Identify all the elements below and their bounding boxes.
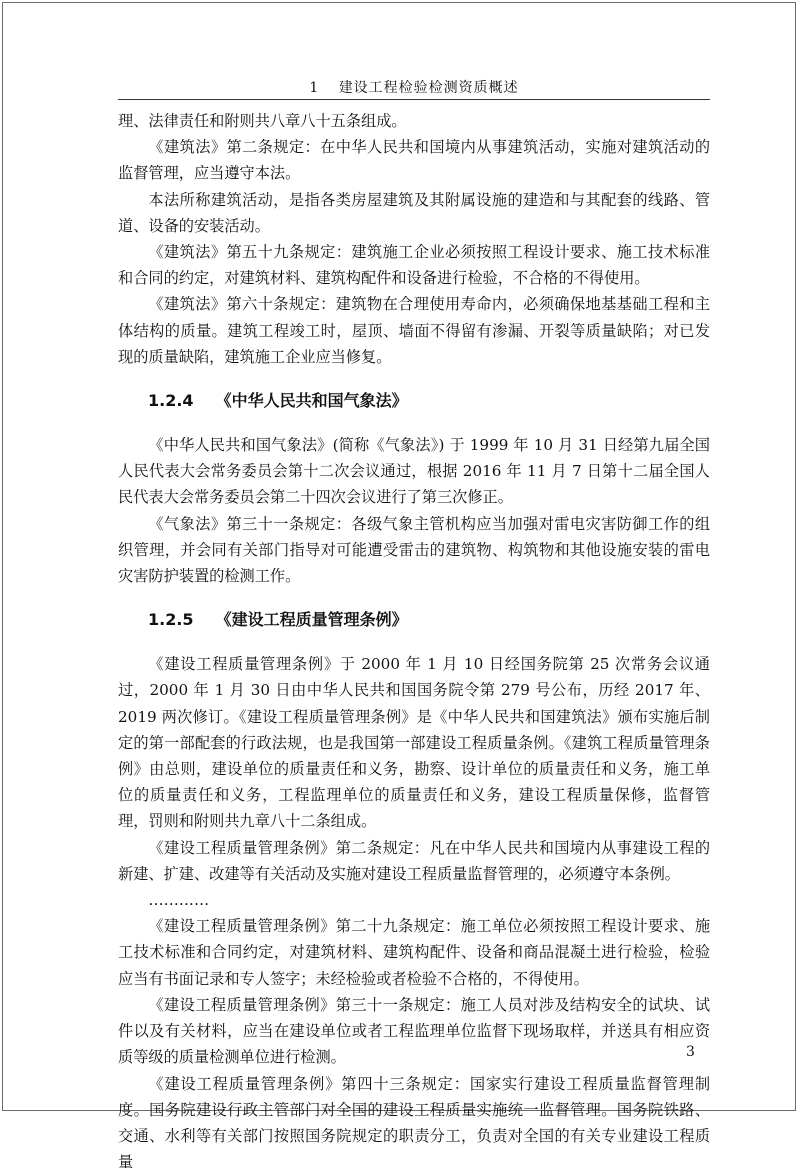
section-title: 《建设工程质量管理条例》 xyxy=(216,610,408,629)
header-rule xyxy=(118,99,710,100)
paragraph-article-60: 《建筑法》第六十条规定：建筑物在合理使用寿命内，必须确保地基基础工程和主体结构的质量。建筑工程竣工时，屋顶、墙面不得留有渗漏、开裂等质量缺陷；对已发现的质量缺陷，建筑施工企业应当修复。 xyxy=(118,291,710,370)
paragraph-regulation-article-2: 《建设工程质量管理条例》第二条规定：凡在中华人民共和国境内从事建设工程的新建、扩建、改建等有关活动及实施对建设工程质量监督管理的，必须遵守本条例。 xyxy=(118,835,710,887)
section-number: 1.2.4 xyxy=(148,391,194,410)
section-title: 《中华人民共和国气象法》 xyxy=(216,391,408,410)
paragraph-regulation-article-43: 《建设工程质量管理条例》第四十三条规定：国家实行建设工程质量监督管理制度。国务院建设行政主管部门对全国的建设工程质量实施统一监督管理。国务院铁路、交通、水利等有关部门按照国务院规定的职责分工，负责对全国的有关专业建设工程质量 xyxy=(118,1071,710,1175)
chapter-title: 建设工程检验检测资质概述 xyxy=(339,80,519,96)
chapter-number: 1 xyxy=(309,80,319,96)
section-number: 1.2.5 xyxy=(148,610,194,629)
section-heading-1-2-4 xyxy=(118,370,710,432)
paragraph-continued: 理、法律责任和附则共八章八十五条组成。 xyxy=(118,108,710,134)
paragraph-definition: 本法所称建筑活动，是指各类房屋建筑及其附属设施的建造和与其配套的线路、管道、设备的安装活动。 xyxy=(118,187,710,239)
page-number: 3 xyxy=(686,1044,695,1060)
paragraph-article-59: 《建筑法》第五十九条规定：建筑施工企业必须按照工程设计要求、施工技术标准和合同的约定，对建筑材料、建筑构配件和设备进行检验，不合格的不得使用。 xyxy=(118,239,710,291)
running-header xyxy=(118,77,710,97)
paragraph-regulation-intro: 《建设工程质量管理条例》于 2000 年 1 月 10 日经国务院第 25 次常务会议通过，2000 年 1 月 30 日由中华人民共和国国务院令第 279 号公布，历经 2017 年、2019 两次修订。《建设工程质量管理条例》是《中华人民共和国建筑法》颁布实施后制定的第一部配套的行政法规，也是我国第一部建设工程质量条例。《建筑工程质量管理条例》由总则，建设单位的质量责任和义务，勘察、设计单位的质量责任和义务，施工单位的质量责任和义务，工程监理单位的质量责任和义务，建设工程质量保修，监督管理，罚则和附则共九章八十二条组成。 xyxy=(118,651,710,834)
page-body xyxy=(118,108,710,1175)
paragraph-regulation-article-29: 《建设工程质量管理条例》第二十九条规定：施工单位必须按照工程设计要求、施工技术标准和合同约定，对建筑材料、建筑构配件、设备和商品混凝土进行检验，检验应当有书面记录和专人签字；未经检验或者检验不合格的，不得使用。 xyxy=(118,913,710,992)
paragraph-regulation-article-31: 《建设工程质量管理条例》第三十一条规定：施工人员对涉及结构安全的试块、试件以及有关材料，应当在建设单位或者工程监理单位监督下现场取样，并送具有相应资质等级的质量检测单位进行检测。 xyxy=(118,992,710,1071)
ellipsis: ………… xyxy=(118,887,710,913)
paragraph-meteorology-law-intro: 《中华人民共和国气象法》(简称《气象法》) 于 1999 年 10 月 31 日经第九届全国人民代表大会常务委员会第十二次会议通过，根据 2016 年 11 月 7 日第十二届全国人民代表大会常务委员会第二十四次会议进行了第三次修正。 xyxy=(118,432,710,511)
paragraph-article-2: 《建筑法》第二条规定：在中华人民共和国境内从事建筑活动，实施对建筑活动的监督管理，应当遵守本法。 xyxy=(118,134,710,186)
paragraph-meteorology-article-31: 《气象法》第三十一条规定：各级气象主管机构应当加强对雷电灾害防御工作的组织管理，并会同有关部门指导对可能遭受雷击的建筑物、构筑物和其他设施安装的雷电灾害防护装置的检测工作。 xyxy=(118,511,710,590)
section-heading-1-2-5 xyxy=(118,589,710,651)
